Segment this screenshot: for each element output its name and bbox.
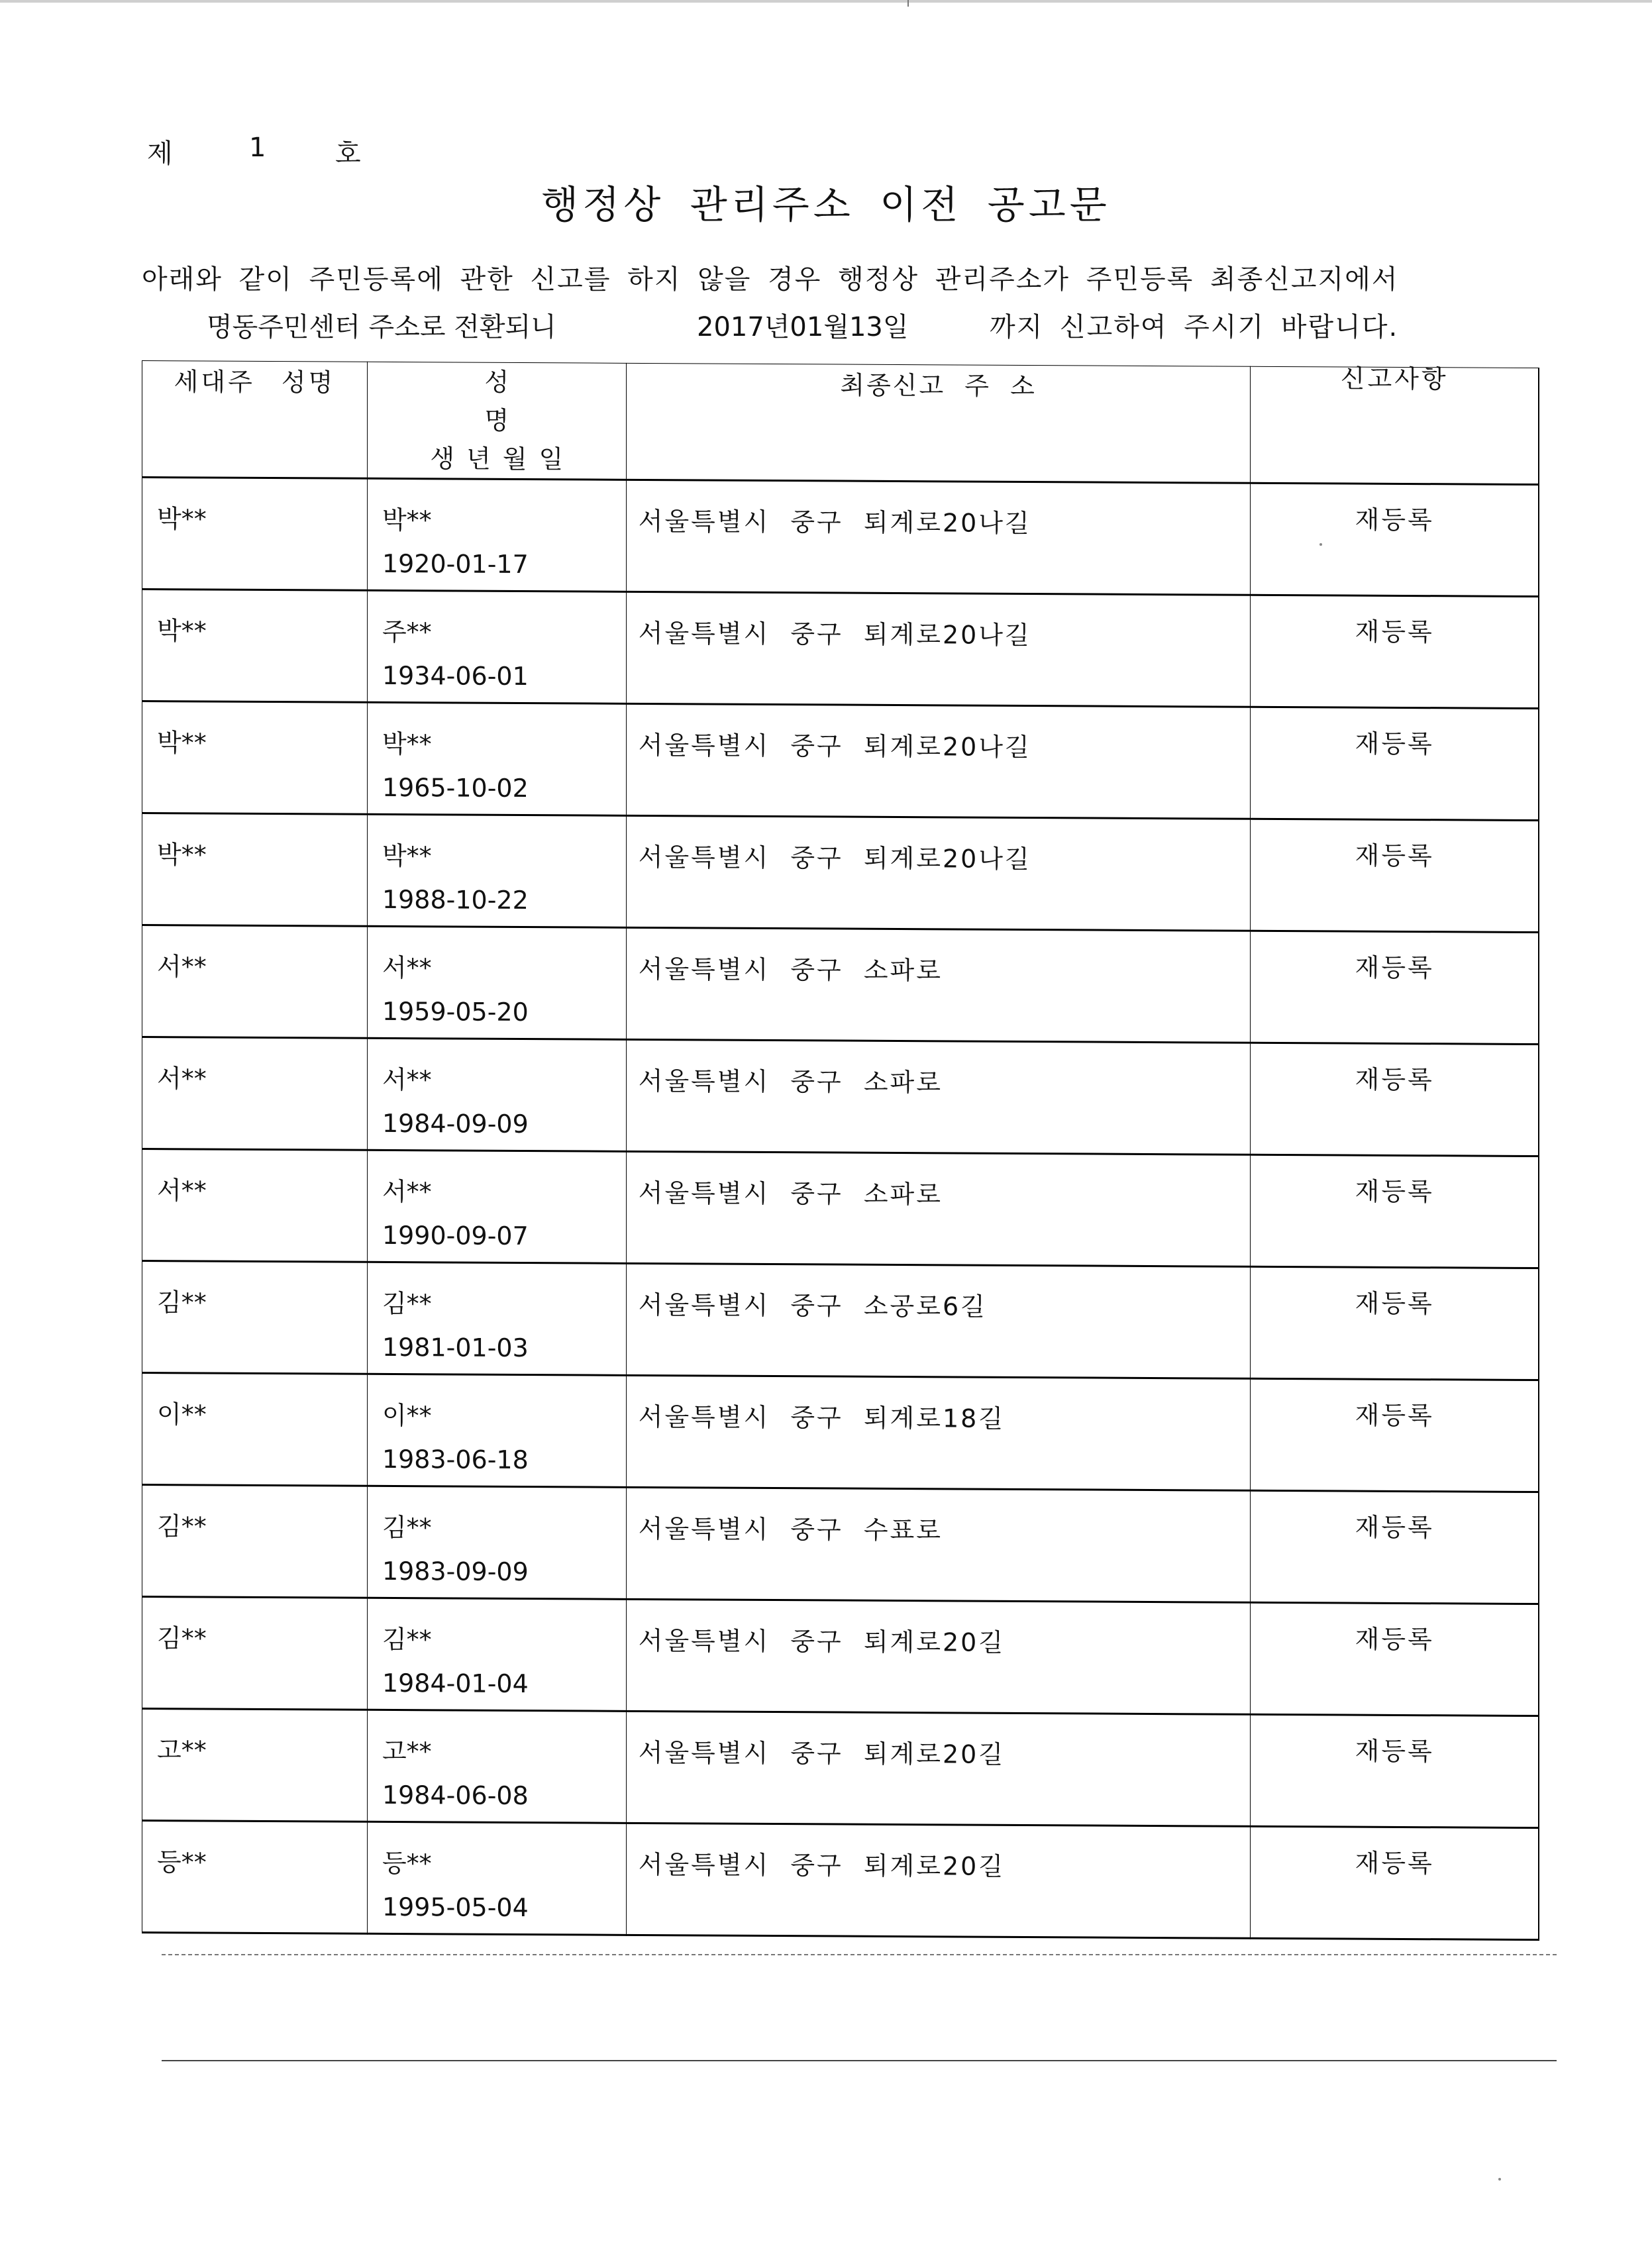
last-address: 서울특별시 중구 퇴계로20길 [638, 1737, 1006, 1769]
cell-name-birth [367, 590, 626, 703]
cell-report [1251, 1714, 1539, 1827]
householder-name: 서** [157, 1064, 207, 1094]
cell-report [1251, 707, 1539, 820]
householder-name: 고** [157, 1735, 207, 1765]
member-name: 주** [382, 617, 432, 647]
cell-report [1251, 483, 1539, 596]
header-householder: 세대주 성명 [142, 361, 368, 479]
member-name: 서** [382, 1064, 432, 1095]
cell-householder [142, 1149, 368, 1262]
member-birth: 1965-10-02 [382, 772, 529, 803]
cell-householder [142, 1261, 368, 1374]
member-name: 김** [382, 1288, 432, 1319]
member-name: 박** [382, 505, 432, 535]
member-birth: 1988-10-22 [382, 884, 529, 915]
cell-address [626, 591, 1251, 707]
member-birth: 1995-05-04 [382, 1892, 529, 1923]
member-name: 이** [382, 1400, 432, 1431]
blank-rule-1 [162, 1954, 1557, 1955]
member-name: 김** [382, 1512, 432, 1543]
cell-address [626, 480, 1251, 595]
report-status: 재등록 [1355, 1176, 1434, 1207]
cell-address [626, 815, 1251, 931]
table-row [142, 813, 1539, 933]
householder-name: 김** [157, 1288, 207, 1317]
cell-address [626, 1487, 1251, 1602]
cell-householder [142, 1597, 368, 1710]
last-address: 서울특별시 중구 소공로6길 [638, 1290, 987, 1321]
cell-householder [142, 1485, 368, 1598]
cell-address [626, 1375, 1251, 1490]
report-status: 재등록 [1355, 1512, 1434, 1543]
cell-name-birth [367, 814, 626, 927]
cell-report [1251, 1043, 1539, 1156]
cell-householder [142, 813, 368, 927]
householder-name: 등** [157, 1847, 207, 1877]
member-birth: 1920-01-17 [382, 548, 529, 580]
last-address: 서울특별시 중구 소파로 [638, 1066, 943, 1098]
cell-report [1251, 1378, 1539, 1492]
cell-householder [142, 1037, 368, 1151]
cell-report [1251, 1490, 1539, 1604]
report-status: 재등록 [1355, 1624, 1434, 1655]
member-name: 박** [382, 841, 432, 871]
last-address: 서울특별시 중구 퇴계로20길 [638, 1849, 1006, 1881]
header-name-birth [367, 362, 626, 480]
cell-report [1251, 1826, 1539, 1939]
cell-name-birth [367, 702, 626, 815]
doc-number-prefix: 제 [147, 138, 173, 169]
householder-name: 서** [157, 1176, 207, 1206]
cell-name-birth [367, 1038, 626, 1151]
table-header-row [142, 361, 1539, 485]
member-birth: 1959-05-20 [382, 996, 529, 1027]
table-row [142, 925, 1539, 1045]
householder-name: 서** [157, 952, 207, 982]
member-birth: 1984-01-04 [382, 1668, 529, 1699]
doc-number-value: 1 [249, 132, 266, 163]
cell-householder [142, 1821, 368, 1934]
table-row [142, 1821, 1539, 1940]
member-name: 서** [382, 1176, 432, 1207]
cell-report [1251, 1155, 1539, 1268]
cell-report [1251, 931, 1539, 1044]
header-birth: 생년월일 [430, 444, 576, 474]
notice-table [142, 360, 1539, 1941]
member-birth: 1981-01-03 [382, 1332, 529, 1363]
table-row [142, 1037, 1539, 1157]
last-address: 서울특별시 중구 퇴계로20나길 [638, 618, 1031, 650]
report-status: 재등록 [1355, 841, 1434, 871]
scan-speck [1498, 2178, 1501, 2181]
table-row [142, 701, 1539, 821]
intro-line-2-start: 명동주민센터 주소로 전환되니 [207, 312, 556, 342]
member-name: 고** [382, 1736, 432, 1767]
last-address: 서울특별시 중구 퇴계로20나길 [638, 506, 1031, 539]
member-birth: 1934-06-01 [382, 660, 529, 692]
cell-householder [142, 925, 368, 1039]
cell-address [626, 703, 1251, 819]
scan-mark [907, 0, 909, 7]
cell-name-birth [367, 1262, 626, 1375]
last-address: 서울특별시 중구 퇴계로20나길 [638, 730, 1031, 762]
intro-line-2-end: 까지 신고하여 주시기 바랍니다. [990, 312, 1399, 342]
member-name: 김** [382, 1624, 432, 1655]
report-status: 재등록 [1355, 1400, 1434, 1431]
header-name: 성명 [484, 367, 609, 436]
cell-name-birth [367, 926, 626, 1039]
householder-name: 김** [157, 1512, 207, 1541]
cell-name-birth [367, 1598, 626, 1711]
cell-householder [142, 1709, 368, 1822]
member-birth: 1990-09-07 [382, 1220, 529, 1251]
header-address: 최종신고 주 소 [626, 363, 1251, 483]
cell-report [1251, 1602, 1539, 1716]
cell-name-birth [367, 478, 626, 591]
table-row [142, 1373, 1539, 1492]
report-status: 재등록 [1355, 1736, 1434, 1767]
table-row [142, 590, 1539, 709]
member-birth: 1984-06-08 [382, 1780, 529, 1811]
member-name: 박** [382, 729, 432, 759]
report-status: 재등록 [1355, 729, 1434, 759]
table-row [142, 1261, 1539, 1380]
member-name: 서** [382, 952, 432, 983]
cell-householder [142, 1373, 368, 1486]
cell-report [1251, 595, 1539, 708]
cell-name-birth [367, 1150, 626, 1263]
cell-report [1251, 819, 1539, 932]
householder-name: 박** [157, 840, 207, 870]
cell-address [626, 1599, 1251, 1714]
last-address: 서울특별시 중구 퇴계로18길 [638, 1402, 1006, 1433]
cell-name-birth [367, 1822, 626, 1935]
householder-name: 박** [157, 504, 207, 534]
cell-householder [142, 590, 368, 703]
cell-address [626, 1039, 1251, 1155]
scan-speck [1319, 543, 1322, 546]
last-address: 서울특별시 중구 수표로 [638, 1514, 943, 1545]
member-name: 등** [382, 1848, 432, 1878]
householder-name: 이** [157, 1400, 207, 1429]
member-birth: 1984-09-09 [382, 1108, 529, 1139]
scan-edge [0, 0, 1652, 3]
report-status: 재등록 [1355, 1288, 1434, 1319]
report-status: 재등록 [1355, 505, 1434, 535]
last-address: 서울특별시 중구 퇴계로20길 [638, 1625, 1006, 1657]
householder-name: 박** [157, 728, 207, 758]
cell-name-birth [367, 1710, 626, 1823]
cell-address [626, 1263, 1251, 1378]
table-row [142, 1597, 1539, 1716]
householder-name: 김** [157, 1623, 207, 1653]
intro-line-1: 아래와 같이 주민등록에 관한 신고를 하지 않을 경우 행정상 관리주소가 주민등록 최종신고지에서 [142, 264, 1399, 295]
cell-address [626, 1823, 1251, 1938]
cell-householder [142, 701, 368, 815]
page-title: 행정상 관리주소 이전 공고문 [541, 182, 1111, 227]
last-address: 서울특별시 중구 소파로 [638, 1178, 943, 1209]
report-status: 재등록 [1355, 1848, 1434, 1878]
header-report: 신고사항 [1251, 366, 1539, 484]
member-birth: 1983-06-18 [382, 1444, 529, 1475]
cell-name-birth [367, 1374, 626, 1487]
last-address: 서울특별시 중구 퇴계로20나길 [638, 842, 1031, 874]
cell-address [626, 927, 1251, 1043]
report-status: 재등록 [1355, 1064, 1434, 1095]
doc-number-suffix: 호 [335, 138, 361, 169]
report-status: 재등록 [1355, 952, 1434, 983]
cell-address [626, 1151, 1251, 1266]
householder-name: 박** [157, 616, 207, 646]
cell-name-birth [367, 1486, 626, 1599]
cell-report [1251, 1266, 1539, 1380]
cell-address [626, 1711, 1251, 1826]
blank-rule-2 [162, 2060, 1557, 2061]
cell-householder [142, 478, 368, 591]
table-row [142, 478, 1539, 597]
table-row [142, 1709, 1539, 1828]
member-birth: 1983-09-09 [382, 1556, 529, 1587]
table-row [142, 1485, 1539, 1604]
table-row [142, 1149, 1539, 1268]
intro-deadline-date: 2017년01월13일 [697, 312, 909, 342]
last-address: 서울특별시 중구 소파로 [638, 954, 943, 986]
report-status: 재등록 [1355, 617, 1434, 647]
